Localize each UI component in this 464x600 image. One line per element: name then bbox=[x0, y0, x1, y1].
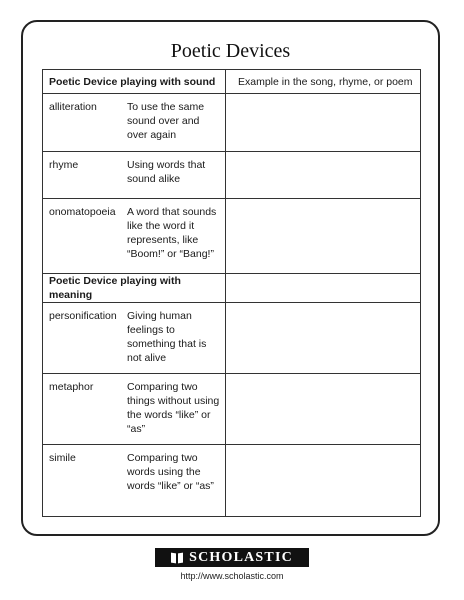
page-title: Poetic Devices bbox=[170, 40, 291, 62]
scholastic-logo[interactable] bbox=[155, 548, 309, 567]
device-definition: Using words that sound alike bbox=[127, 159, 206, 185]
worksheet-frame bbox=[21, 20, 440, 536]
example-cell[interactable] bbox=[226, 445, 421, 517]
device-term: personification bbox=[49, 310, 117, 322]
example-cell[interactable] bbox=[226, 303, 421, 374]
device-definition: Comparing two things without using the words “like” or “as” bbox=[127, 381, 220, 435]
example-cell[interactable] bbox=[226, 152, 421, 199]
table-row bbox=[43, 445, 421, 517]
example-column-heading: Example in the song, rhyme, or poem bbox=[226, 70, 421, 94]
table-row bbox=[43, 374, 421, 445]
device-definition: Comparing two words using the words “like” or “as” bbox=[127, 452, 214, 492]
example-cell[interactable] bbox=[226, 374, 421, 445]
section-heading: Poetic Device playing with sound bbox=[43, 70, 226, 94]
example-cell[interactable] bbox=[226, 94, 421, 152]
table-row bbox=[43, 199, 421, 274]
table-row bbox=[43, 94, 421, 152]
section-header-sound bbox=[43, 70, 421, 94]
example-column-heading bbox=[226, 274, 421, 303]
section-header-meaning bbox=[43, 274, 421, 303]
device-term: metaphor bbox=[49, 381, 94, 393]
table-row bbox=[43, 152, 421, 199]
device-term: alliteration bbox=[49, 101, 97, 113]
section-heading: Poetic Device playing with meaning bbox=[43, 274, 226, 303]
device-term: rhyme bbox=[49, 159, 79, 171]
device-definition: A word that sounds like the word it represents, like “Boom!” or “Bang!” bbox=[127, 206, 217, 260]
open-book-icon bbox=[171, 553, 183, 563]
footer-url[interactable]: http://www.scholastic.com bbox=[180, 571, 284, 581]
device-definition: Giving human feelings to something that is not alive bbox=[127, 310, 207, 364]
logo-text: SCHOLASTIC bbox=[189, 549, 293, 565]
poetic-devices-table bbox=[42, 69, 421, 517]
device-term: simile bbox=[49, 452, 76, 464]
table-row bbox=[43, 303, 421, 374]
device-definition: To use the same sound over and over again bbox=[127, 101, 205, 141]
example-cell[interactable] bbox=[226, 199, 421, 274]
device-term: onomatopoeia bbox=[49, 206, 116, 218]
